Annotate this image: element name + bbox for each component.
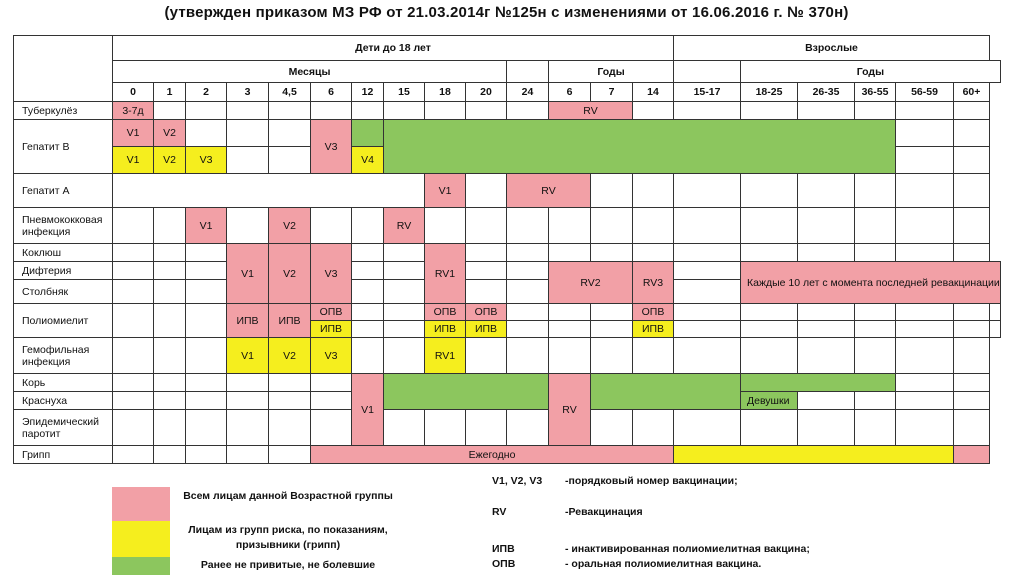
row-label: Пневмококковая инфекция xyxy=(14,208,113,244)
age-col: 1 xyxy=(154,83,186,102)
vaccination-schedule-table xyxy=(13,35,1001,464)
row-flu xyxy=(14,446,1001,464)
vaccine-cell: ИПВ xyxy=(466,321,507,338)
vaccine-cell: V1 xyxy=(227,244,269,304)
vaccine-cell: V2 xyxy=(269,338,311,374)
row-label: Эпидемический паротит xyxy=(14,410,113,446)
row-pertussis xyxy=(14,244,1001,262)
blank-cell xyxy=(507,61,549,83)
catchup-band xyxy=(384,374,549,410)
abbr-term: ОПВ xyxy=(492,558,516,570)
row-label: Краснуха xyxy=(14,392,113,410)
vaccine-cell: ОПВ xyxy=(633,304,674,321)
vaccine-cell: V1 xyxy=(425,174,466,208)
years-header: Годы xyxy=(549,61,674,83)
age-col: 18 xyxy=(425,83,466,102)
vaccine-cell: V2 xyxy=(154,120,186,147)
adults-header: Взрослые xyxy=(674,36,990,61)
vaccine-cell: V3 xyxy=(311,120,352,174)
flu-risk-band xyxy=(674,446,954,464)
legend-swatch-yellow xyxy=(112,521,170,557)
legend-text: Всем лицам данной Возрастной группы xyxy=(183,490,393,502)
vaccine-cell: ОПВ xyxy=(425,304,466,321)
adult-years-header: Годы xyxy=(741,61,1001,83)
age-col: 0 xyxy=(113,83,154,102)
age-col: 60+ xyxy=(954,83,990,102)
months-header: Месяцы xyxy=(113,61,507,83)
adult-booster-note: Каждые 10 лет с момента последней ревакцинации xyxy=(741,262,1001,304)
vaccine-cell: RV xyxy=(384,208,425,244)
vaccine-cell: ОПВ xyxy=(466,304,507,321)
row-label: Корь xyxy=(14,374,113,392)
age-col: 14 xyxy=(633,83,674,102)
vaccine-cell: RV xyxy=(507,174,591,208)
catchup-band xyxy=(384,120,896,174)
vaccine-cell: V3 xyxy=(311,338,352,374)
age-col: 20 xyxy=(466,83,507,102)
row-label: Столбняк xyxy=(14,280,113,304)
age-col: 26-35 xyxy=(798,83,855,102)
vaccine-cell: V1 xyxy=(227,338,269,374)
vaccine-cell: V1 xyxy=(186,208,227,244)
vaccine-cell: V2 xyxy=(269,208,311,244)
vaccine-cell: 3-7д xyxy=(113,102,154,120)
vaccine-cell: V4 xyxy=(352,147,384,174)
row-label: Коклюш xyxy=(14,244,113,262)
vaccine-cell: V3 xyxy=(186,147,227,174)
vaccine-cell: RV xyxy=(549,374,591,446)
row-tuberculosis xyxy=(14,102,1001,120)
row-hepatitis-b xyxy=(14,120,1001,147)
age-col: 18-25 xyxy=(741,83,798,102)
flu-yearly: Ежегодно xyxy=(311,446,674,464)
vaccine-cell: V1 xyxy=(113,120,154,147)
vaccine-cell: ИПВ xyxy=(633,321,674,338)
legend-swatch-green xyxy=(112,557,170,575)
abbr-definition: - оральная полиомиелитная вакцина. xyxy=(565,558,762,570)
children-header: Дети до 18 лет xyxy=(113,36,674,61)
age-col: 12 xyxy=(352,83,384,102)
row-hepatitis-a xyxy=(14,174,1001,208)
row-pneumococcal xyxy=(14,208,1001,244)
blank-cell xyxy=(674,61,741,83)
row-label: Гемофильная инфекция xyxy=(14,338,113,374)
vaccine-cell: RV2 xyxy=(549,262,633,304)
vaccine-cell: RV3 xyxy=(633,262,674,304)
abbr-definition: - инактивированная полиомиелитная вакцина; xyxy=(565,543,810,555)
abbr-term: V1, V2, V3 xyxy=(492,475,543,487)
age-col: 3 xyxy=(227,83,269,102)
vaccine-cell: ИПВ xyxy=(311,321,352,338)
age-col: 56-59 xyxy=(896,83,954,102)
vaccine-cell: V1 xyxy=(352,374,384,446)
row-mumps xyxy=(14,410,1001,446)
vaccine-cell: V3 xyxy=(311,244,352,304)
abbr-term: RV xyxy=(492,506,507,518)
corner-cell xyxy=(14,36,113,102)
vaccine-cell: V2 xyxy=(154,147,186,174)
row-hib xyxy=(14,338,1001,374)
age-col: 36-55 xyxy=(855,83,896,102)
age-col: 6 xyxy=(311,83,352,102)
vaccine-cell: ОПВ xyxy=(311,304,352,321)
vaccine-cell: V2 xyxy=(269,244,311,304)
abbr-term: ИПВ xyxy=(492,543,515,555)
flu-senior-band xyxy=(954,446,990,464)
catchup-band xyxy=(591,374,741,410)
abbr-definition: -порядковый номер вакцинации; xyxy=(565,475,738,487)
vaccine-cell: ИПВ xyxy=(269,304,311,338)
legend-swatch-pink xyxy=(112,487,170,523)
vaccine-cell: ИПВ xyxy=(425,321,466,338)
age-col: 15 xyxy=(384,83,425,102)
age-col: 6 xyxy=(549,83,591,102)
vaccine-cell: V1 xyxy=(113,147,154,174)
legend-text: Лицам из групп риска, по показаниям, призывники (грипп) xyxy=(188,524,388,551)
vaccine-cell: RV xyxy=(549,102,633,120)
page-title: (утвержден приказом МЗ РФ от 21.03.2014г №125н с изменениями от 16.06.2016 г. № 370н) xyxy=(164,4,849,21)
vaccine-cell: ИПВ xyxy=(227,304,269,338)
row-label: Гепатит А xyxy=(14,174,113,208)
abbr-definition: -Ревакцинация xyxy=(565,506,643,518)
row-label: Дифтерия xyxy=(14,262,113,280)
age-col: 7 xyxy=(591,83,633,102)
age-col: 4,5 xyxy=(269,83,311,102)
row-polio xyxy=(14,304,1001,321)
age-col: 15-17 xyxy=(674,83,741,102)
row-label: Грипп xyxy=(14,446,113,464)
age-columns-row xyxy=(14,83,1001,102)
girls-label: Девушки xyxy=(741,392,798,410)
row-measles xyxy=(14,374,1001,392)
row-label: Гепатит В xyxy=(14,120,113,174)
row-label: Туберкулёз xyxy=(14,102,113,120)
vaccine-cell: RV1 xyxy=(425,244,466,304)
row-label: Полиомиелит xyxy=(14,304,113,338)
vaccine-cell: RV1 xyxy=(425,338,466,374)
legend-text: Ранее не привитые, не болевшие xyxy=(200,559,376,571)
age-col: 2 xyxy=(186,83,227,102)
age-col: 24 xyxy=(507,83,549,102)
row-diphtheria xyxy=(14,262,1001,280)
